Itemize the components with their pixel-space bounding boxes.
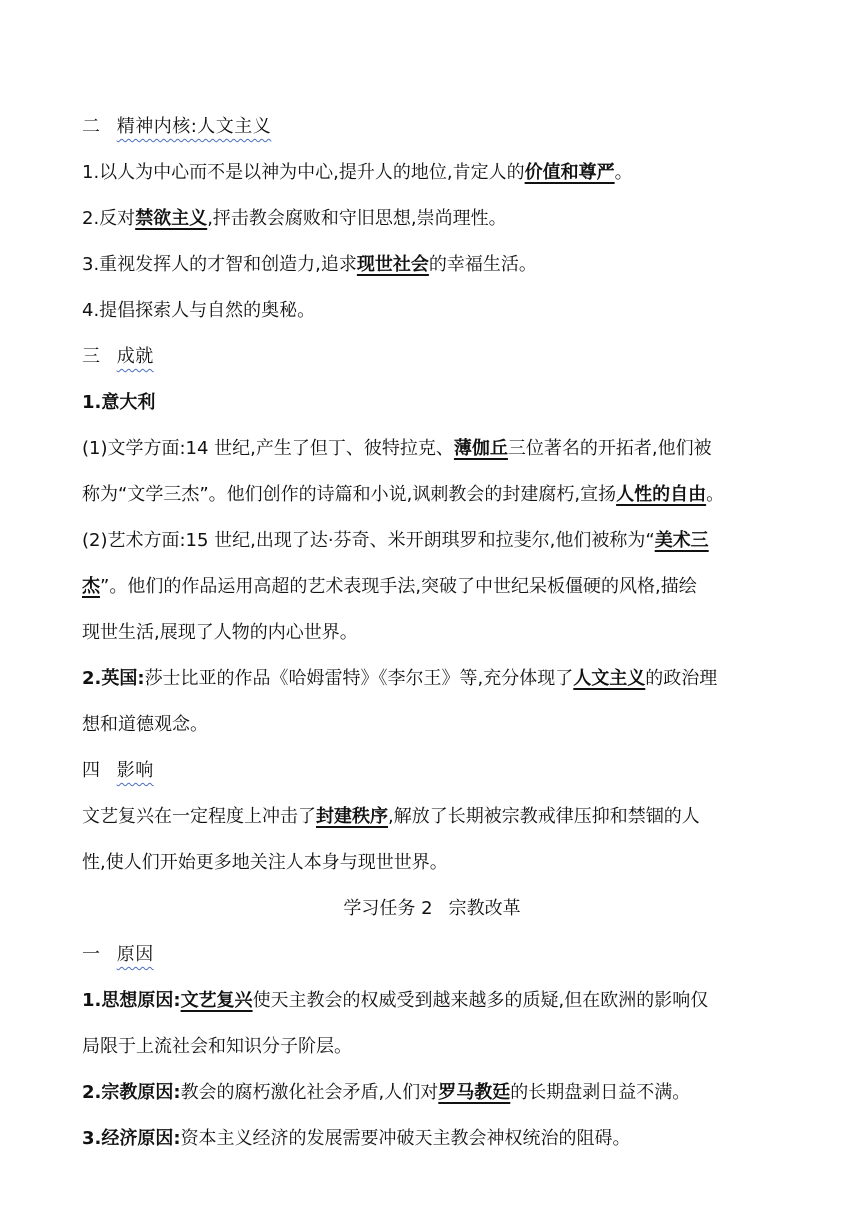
section3-title: 成就 (116, 346, 154, 367)
key-term: 封建秩序 (316, 806, 388, 827)
key-term: 人文主义 (573, 668, 646, 689)
section2-item-4 (82, 288, 782, 334)
key-term: 美术三 (654, 530, 709, 551)
item-text: ,抨击教会腐败和守旧思想,崇尚理性。 (207, 208, 507, 229)
section2-heading (82, 104, 782, 150)
item-text: 的幸福生活。 (428, 254, 537, 275)
section4-line-1 (82, 794, 782, 840)
italy-art-line-2 (82, 564, 782, 610)
italy-label: 1.意大利 (82, 392, 156, 413)
reason-religion (82, 1070, 782, 1116)
item-text: 3.重视发挥人的才智和创造力,追求 (82, 254, 357, 275)
section2-item-2 (82, 196, 782, 242)
italy-art-line-1 (82, 518, 782, 564)
key-term: 人性的自由 (616, 484, 707, 505)
item-text: 1.以人为中心而不是以神为中心,提升人的地位,肯定人的 (82, 162, 525, 183)
section3-heading (82, 334, 782, 380)
reasons-heading (82, 932, 782, 978)
item-text: 莎士比亚的作品《哈姆雷特》《李尔王》等,充分体现了 (144, 668, 574, 689)
reasons-num: 一 (82, 944, 101, 965)
key-term: 罗马教廷 (438, 1082, 511, 1103)
reason-label: 2.宗教原因: (82, 1082, 181, 1103)
reason-thought-line-1 (82, 978, 782, 1024)
reason-economy (82, 1116, 782, 1162)
england-label: 2.英国: (82, 668, 145, 689)
item-text: (1)文学方面:14 世纪,产生了但丁、彼特拉克、 (82, 438, 454, 459)
item-text: 教会的腐朽激化社会矛盾,人们对 (180, 1082, 439, 1103)
section4-title: 影响 (116, 760, 154, 781)
key-term: 文艺复兴 (180, 990, 253, 1011)
item-text: 使天主教会的权威受到越来越多的质疑,但在欧洲的影响仅 (252, 990, 709, 1011)
key-term: 价值和尊严 (524, 162, 615, 183)
section2-item-3 (82, 242, 782, 288)
key-term: 薄伽丘 (453, 438, 508, 459)
task2-title-line (82, 886, 782, 932)
item-text: ”。他们的作品运用高超的艺术表现手法,突破了中世纪呆板僵硬的风格,描绘 (100, 576, 697, 597)
section4-heading (82, 748, 782, 794)
reasons-title: 原因 (116, 944, 154, 965)
reason-label: 3.经济原因: (82, 1128, 181, 1149)
italy-art-line-3: 现世生活,展现了人物的内心世界。 (82, 622, 358, 643)
item-text: ,解放了长期被宗教戒律压抑和禁锢的人 (388, 806, 700, 827)
key-term: 现世社会 (356, 254, 429, 275)
england-line-2: 想和道德观念。 (82, 714, 208, 735)
document-page (82, 104, 782, 1162)
item-text: (2)艺术方面:15 世纪,出现了达·芬奇、米开朗琪罗和拉斐尔,他们被称为“ (82, 530, 655, 551)
section2-num: 二 (82, 116, 101, 137)
item-text: 。 (706, 484, 725, 505)
item-text: 的长期盘剥日益不满。 (510, 1082, 691, 1103)
task2-title: 宗教改革 (448, 898, 521, 919)
reason-label: 1.思想原因: (82, 990, 181, 1011)
key-term: 禁欲主义 (135, 208, 208, 229)
italy-lit-line-2 (82, 472, 782, 518)
item-text: 三位著名的开拓者,他们被 (507, 438, 712, 459)
england-line-1 (82, 656, 782, 702)
section4-num: 四 (82, 760, 101, 781)
section4-line-2: 性,使人们开始更多地关注人本身与现世世界。 (82, 852, 448, 873)
item-text: 称为“文学三杰”。他们创作的诗篇和小说,讽刺教会的封建腐朽,宣扬 (82, 484, 617, 505)
reason-thought-line-2: 局限于上流社会和知识分子阶层。 (82, 1036, 352, 1057)
item-text: 。 (614, 162, 633, 183)
section2-item-1 (82, 150, 782, 196)
item-text: 2.反对 (82, 208, 136, 229)
item-text: 的政治理 (645, 668, 718, 689)
section3-num: 三 (82, 346, 101, 367)
task2-label: 学习任务 2 (343, 898, 433, 919)
item-text: 资本主义经济的发展需要冲破天主教会神权统治的阻碍。 (180, 1128, 631, 1149)
item-text: 4.提倡探索人与自然的奥秘。 (82, 300, 316, 321)
key-term: 杰 (82, 576, 100, 597)
italy-lit-line-1 (82, 426, 782, 472)
item-text: 文艺复兴在一定程度上冲击了 (82, 806, 316, 827)
section2-title: 精神内核:人文主义 (116, 116, 272, 137)
